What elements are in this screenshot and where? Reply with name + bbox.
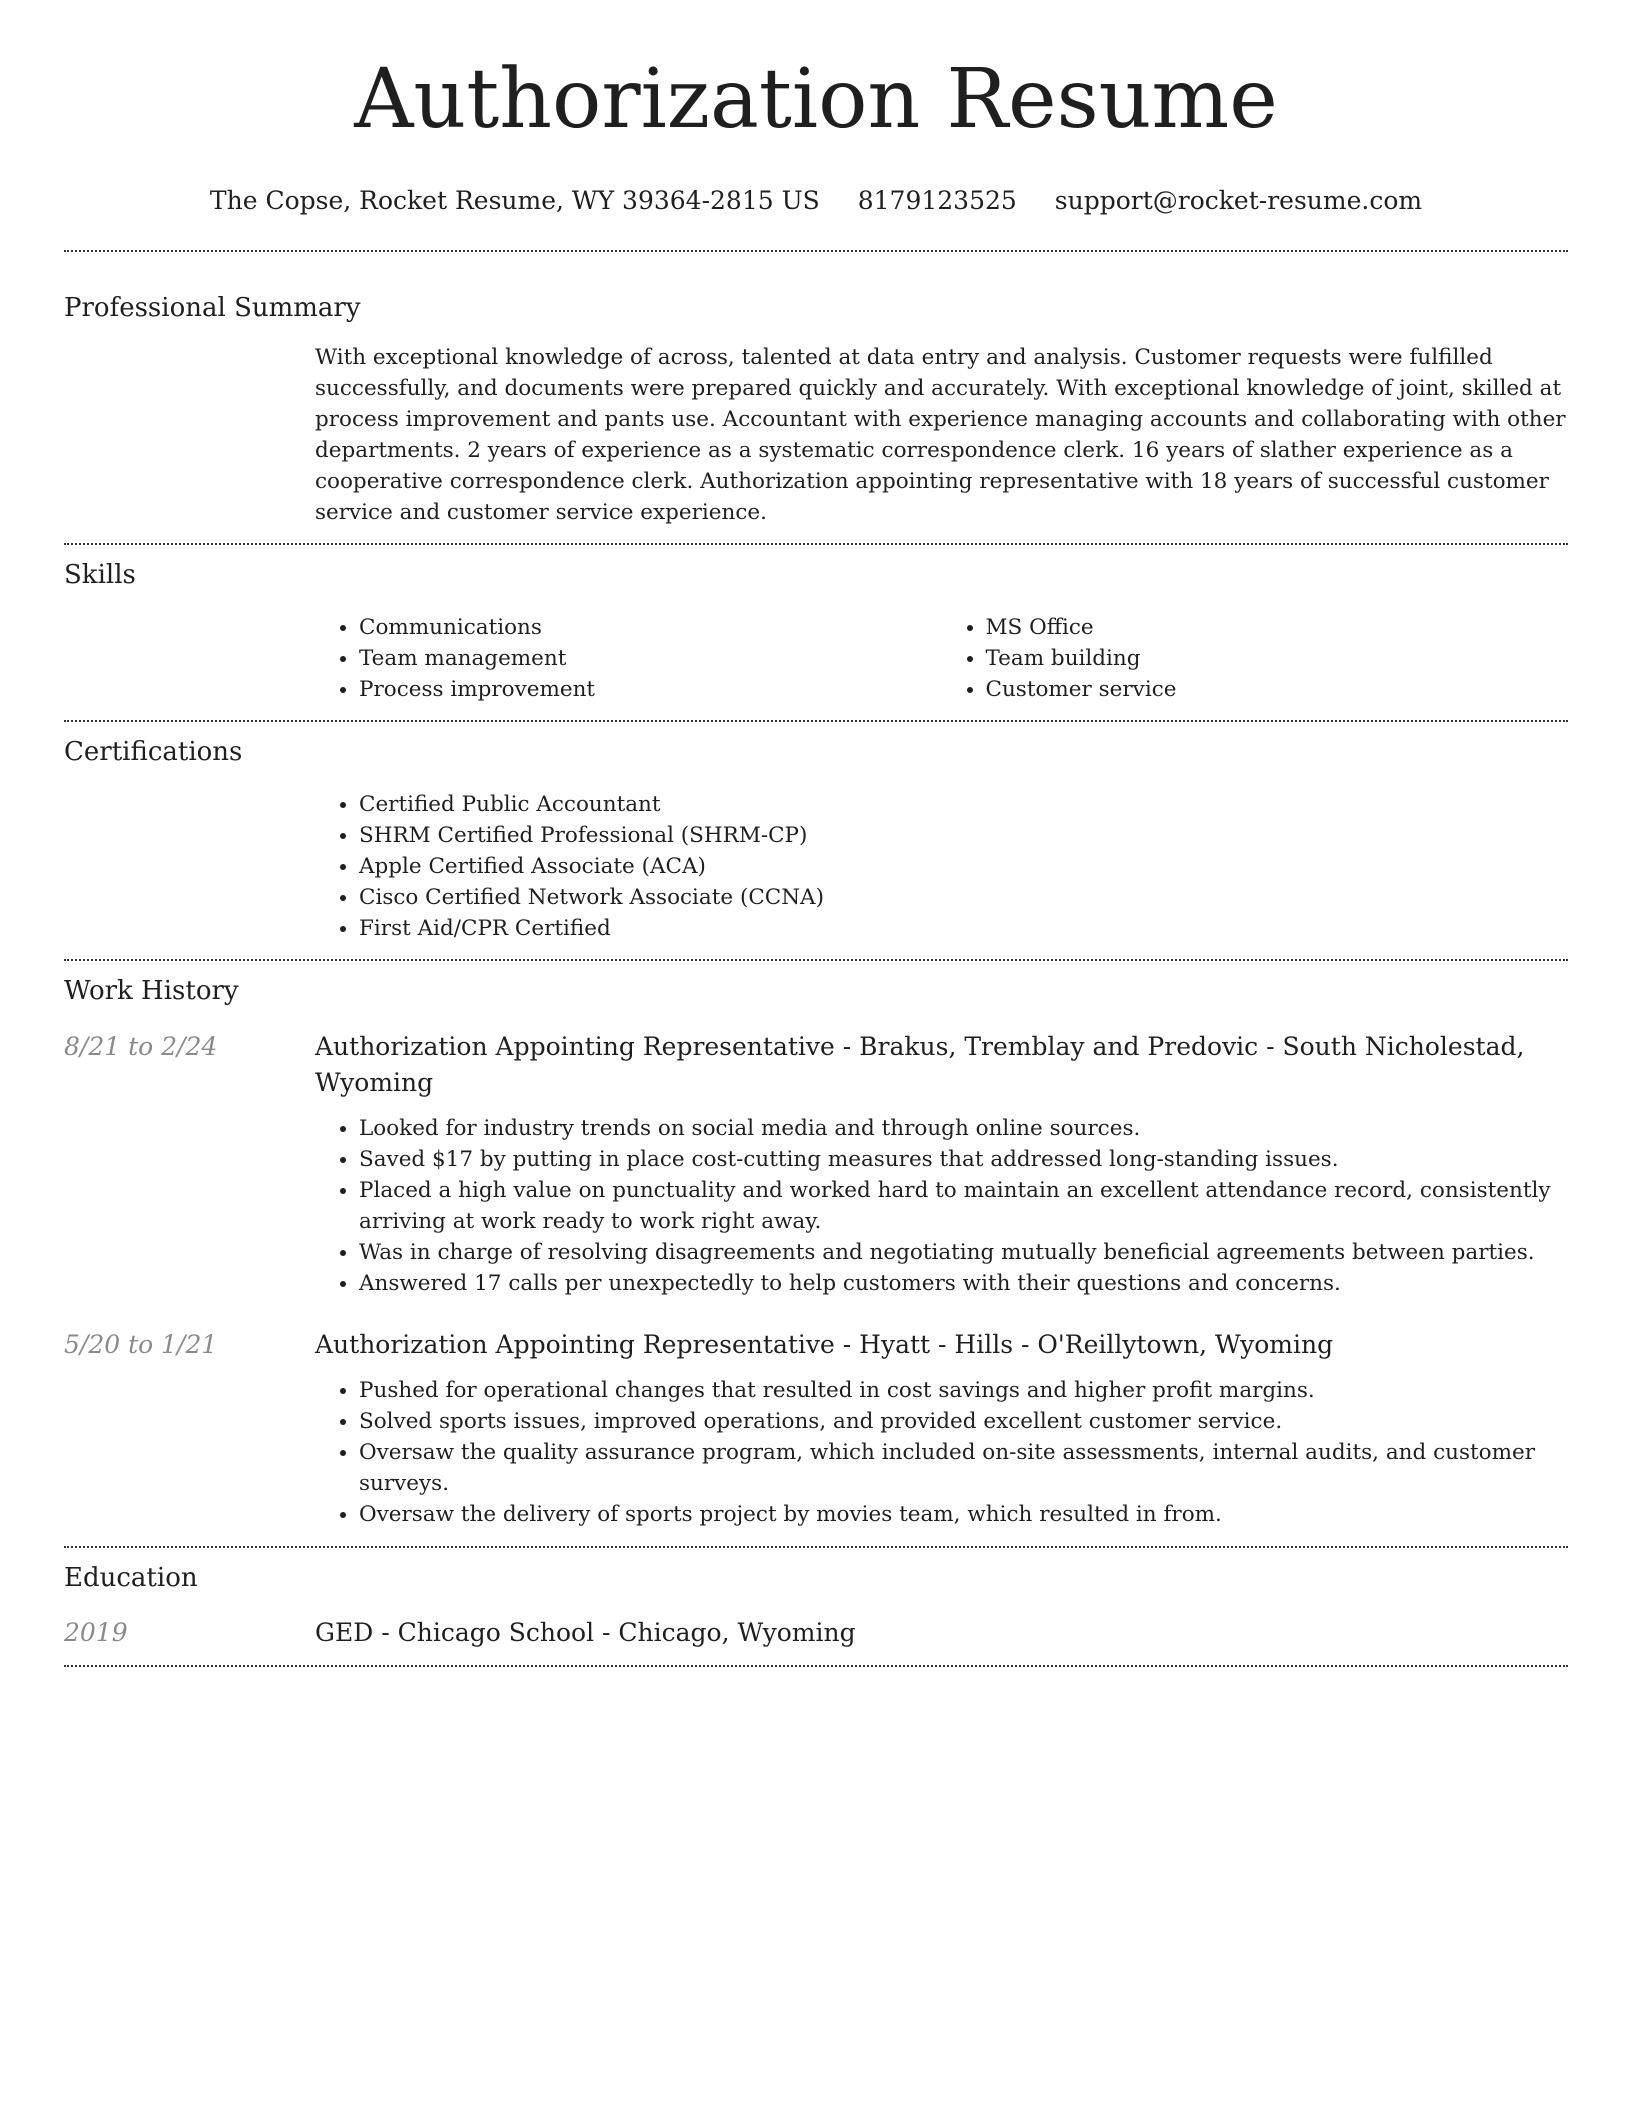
certifications-section bbox=[64, 735, 1568, 944]
divider bbox=[64, 250, 1568, 252]
divider bbox=[64, 720, 1568, 722]
job-bullet: • Oversaw the quality assurance program, which included on-site assessments, internal audits, and customer surveys. bbox=[359, 1437, 1568, 1499]
divider bbox=[64, 1546, 1568, 1548]
contact-line bbox=[64, 186, 1568, 216]
skill-item: • Communications bbox=[359, 612, 942, 643]
certification-item: • Apple Certified Associate (ACA) bbox=[359, 851, 1568, 882]
resume-name: Authorization Resume bbox=[354, 52, 1278, 147]
job-entry bbox=[64, 1029, 1568, 1299]
divider bbox=[64, 1665, 1568, 1667]
certifications-title: Certifications bbox=[64, 737, 243, 767]
job-bullet: • Pushed for operational changes that resulted in cost savings and higher profit margins. bbox=[359, 1375, 1568, 1406]
certification-item: • SHRM Certified Professional (SHRM-CP) bbox=[359, 820, 1568, 851]
education-degree: GED - Chicago School - Chicago, Wyoming bbox=[315, 1618, 856, 1647]
job-bullet: • Looked for industry trends on social media and through online sources. bbox=[359, 1113, 1568, 1144]
certification-item: • Certified Public Accountant bbox=[359, 789, 1568, 820]
job-title: Authorization Appointing Representative - Hyatt - Hills - O'Reillytown, Wyoming bbox=[315, 1330, 1334, 1359]
summary-section bbox=[64, 291, 1568, 528]
job-bullets bbox=[315, 1375, 1568, 1530]
work-history-section bbox=[64, 974, 1568, 1530]
summary-text: With exceptional knowledge of across, talented at data entry and analysis. Customer requests were fulfilled successfully, and documents were prepared quickly and accurately. With exceptional knowledge of joint, skilled at process improvement and pants use. Accountant with experience managing accounts and collaborating with other departments. 2 years of experience as a systematic correspondence clerk. 16 years of slather experience as a cooperative correspondence clerk. Authorization appointing representative with 18 years of successful customer service and customer service experience. bbox=[315, 345, 1566, 525]
skills-title: Skills bbox=[64, 560, 136, 590]
contact-phone: 8179123525 bbox=[857, 186, 1017, 215]
job-bullet: • Answered 17 calls per unexpectedly to help customers with their questions and concerns. bbox=[359, 1268, 1568, 1299]
job-entry bbox=[64, 1327, 1568, 1530]
job-bullet: • Saved $17 by putting in place cost-cutting measures that addressed long-standing issues. bbox=[359, 1144, 1568, 1175]
job-bullet: • Oversaw the delivery of sports project by movies team, which resulted in from. bbox=[359, 1499, 1568, 1530]
job-bullet: • Solved sports issues, improved operations, and provided excellent customer service. bbox=[359, 1406, 1568, 1437]
skill-item: • Process improvement bbox=[359, 674, 942, 705]
job-title: Authorization Appointing Representative - Brakus, Tremblay and Predovic - South Nicholestad, Wyoming bbox=[315, 1032, 1525, 1097]
divider bbox=[64, 959, 1568, 961]
certification-item: • First Aid/CPR Certified bbox=[359, 913, 1568, 944]
work-history-title: Work History bbox=[64, 976, 239, 1006]
skills-left-column bbox=[315, 612, 942, 705]
certifications-list bbox=[315, 789, 1568, 944]
skill-item: • Team management bbox=[359, 643, 942, 674]
certification-item: • Cisco Certified Network Associate (CCNA) bbox=[359, 882, 1568, 913]
contact-address: The Copse, Rocket Resume, WY 39364-2815 US bbox=[209, 186, 820, 215]
contact-email: support@rocket-resume.com bbox=[1054, 186, 1423, 215]
job-bullet: • Placed a high value on punctuality and worked hard to maintain an excellent attendance record, consistently arriving at work ready to work right away. bbox=[359, 1175, 1568, 1237]
job-date: 8/21 to 2/24 bbox=[64, 1032, 218, 1061]
education-entry bbox=[64, 1615, 1568, 1651]
education-section bbox=[64, 1561, 1568, 1651]
skill-item: • Team building bbox=[986, 643, 1569, 674]
skills-section bbox=[64, 558, 1568, 705]
job-date: 5/20 to 1/21 bbox=[64, 1330, 218, 1359]
divider bbox=[64, 543, 1568, 545]
skill-item: • MS Office bbox=[986, 612, 1569, 643]
skills-list bbox=[315, 612, 1568, 705]
skill-item: • Customer service bbox=[986, 674, 1569, 705]
job-bullet: • Was in charge of resolving disagreements and negotiating mutually beneficial agreements between parties. bbox=[359, 1237, 1568, 1268]
education-date: 2019 bbox=[64, 1618, 128, 1647]
education-title: Education bbox=[64, 1563, 198, 1593]
skills-right-column bbox=[942, 612, 1569, 705]
summary-title: Professional Summary bbox=[64, 293, 361, 323]
job-bullets bbox=[315, 1113, 1568, 1299]
